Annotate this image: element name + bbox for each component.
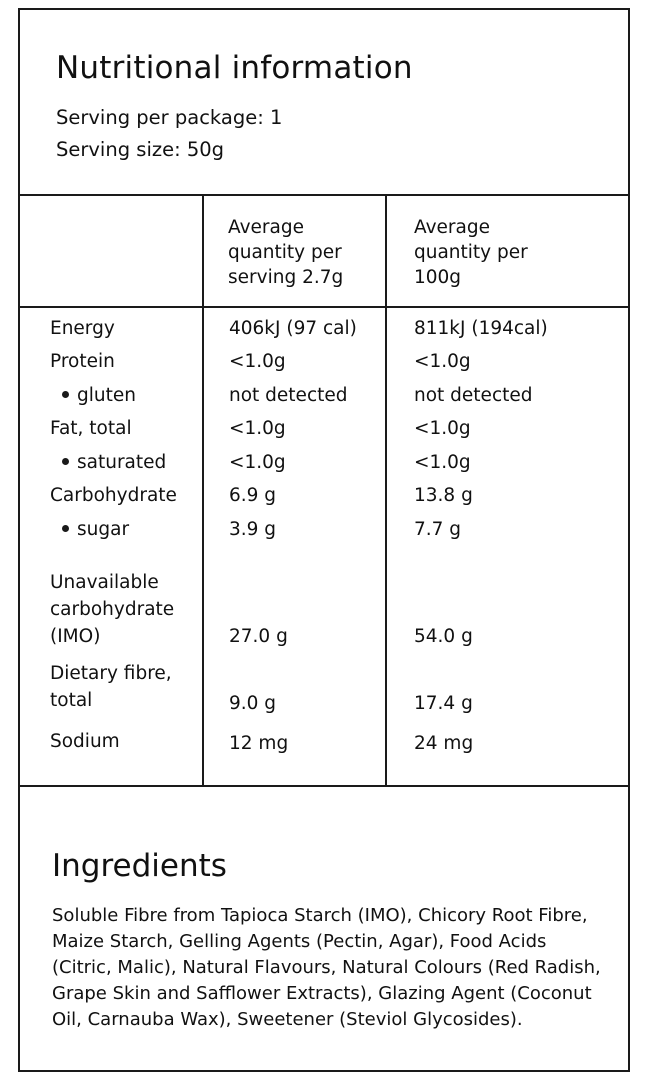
header-divider (20, 306, 628, 308)
dietary-fibre-per-100g: 17.4 g (414, 693, 473, 714)
row-label-text: sugar (77, 519, 130, 540)
column-divider-2 (385, 194, 387, 785)
serving-size: Serving size: 50g (56, 138, 225, 161)
serving-per-package: Serving per package: 1 (56, 106, 283, 129)
gluten-per-serving: not detected (229, 385, 348, 406)
column-header-per-serving: Average quantity per serving 2.7g (228, 217, 344, 288)
row-label-dietary-fibre: Dietary fibre, total (50, 663, 172, 711)
sugar-per-100g: 7.7 g (414, 519, 462, 540)
bullet-icon (62, 525, 69, 532)
dietary-fibre-per-serving: 9.0 g (229, 693, 277, 714)
column-header-per-100g: Average quantity per 100g (414, 217, 528, 288)
table-bottom-border (20, 785, 628, 787)
carbohydrate-per-100g: 13.8 g (414, 485, 473, 506)
nutrition-title: Nutritional information (56, 50, 413, 86)
row-label-sodium: Sodium (50, 731, 120, 752)
column-divider-1 (202, 194, 204, 785)
energy-per-serving: 406kJ (97 cal) (229, 318, 357, 339)
unavailable-carbohydrate-per-serving: 27.0 g (229, 626, 288, 647)
protein-per-100g: <1.0g (414, 351, 471, 372)
row-label-carbohydrate: Carbohydrate (50, 485, 177, 506)
sodium-per-100g: 24 mg (414, 733, 474, 754)
ingredients-title: Ingredients (52, 848, 227, 884)
ingredients-text: Soluble Fibre from Tapioca Starch (IMO), Chicory Root Fibre, Maize Starch, Gelling Agents (Pectin, Agar), Food Acids (Citric, Malic), Natural Flavours, Natural Colours (Red Radish, Grape Skin and Safflower Extracts), Glazing Agent (Coconut Oil, Carnauba Wax), Sweetener (Steviol Glycosides). (52, 905, 601, 1030)
saturated-per-serving: <1.0g (229, 452, 286, 473)
sugar-per-serving: 3.9 g (229, 519, 277, 540)
row-label-text: saturated (77, 452, 167, 473)
fat-total-per-100g: <1.0g (414, 418, 471, 439)
carbohydrate-per-serving: 6.9 g (229, 485, 277, 506)
protein-per-serving: <1.0g (229, 351, 286, 372)
saturated-per-100g: <1.0g (414, 452, 471, 473)
nutrition-panel (18, 8, 630, 1072)
row-label-text: gluten (77, 385, 136, 406)
row-label-gluten (50, 382, 136, 409)
row-label-unavailable-carbohydrate: Unavailable carbohydrate (IMO) (50, 572, 175, 647)
sodium-per-serving: 12 mg (229, 733, 289, 754)
row-label-energy: Energy (50, 318, 115, 339)
energy-per-100g: 811kJ (194cal) (414, 318, 548, 339)
table-top-border (20, 194, 628, 196)
bullet-icon (62, 391, 69, 398)
bullet-icon (62, 458, 69, 465)
fat-total-per-serving: <1.0g (229, 418, 286, 439)
gluten-per-100g: not detected (414, 385, 533, 406)
unavailable-carbohydrate-per-100g: 54.0 g (414, 626, 473, 647)
row-label-sugar (50, 516, 129, 543)
row-label-fat-total: Fat, total (50, 418, 132, 439)
row-label-saturated (50, 449, 166, 476)
row-label-protein: Protein (50, 351, 115, 372)
